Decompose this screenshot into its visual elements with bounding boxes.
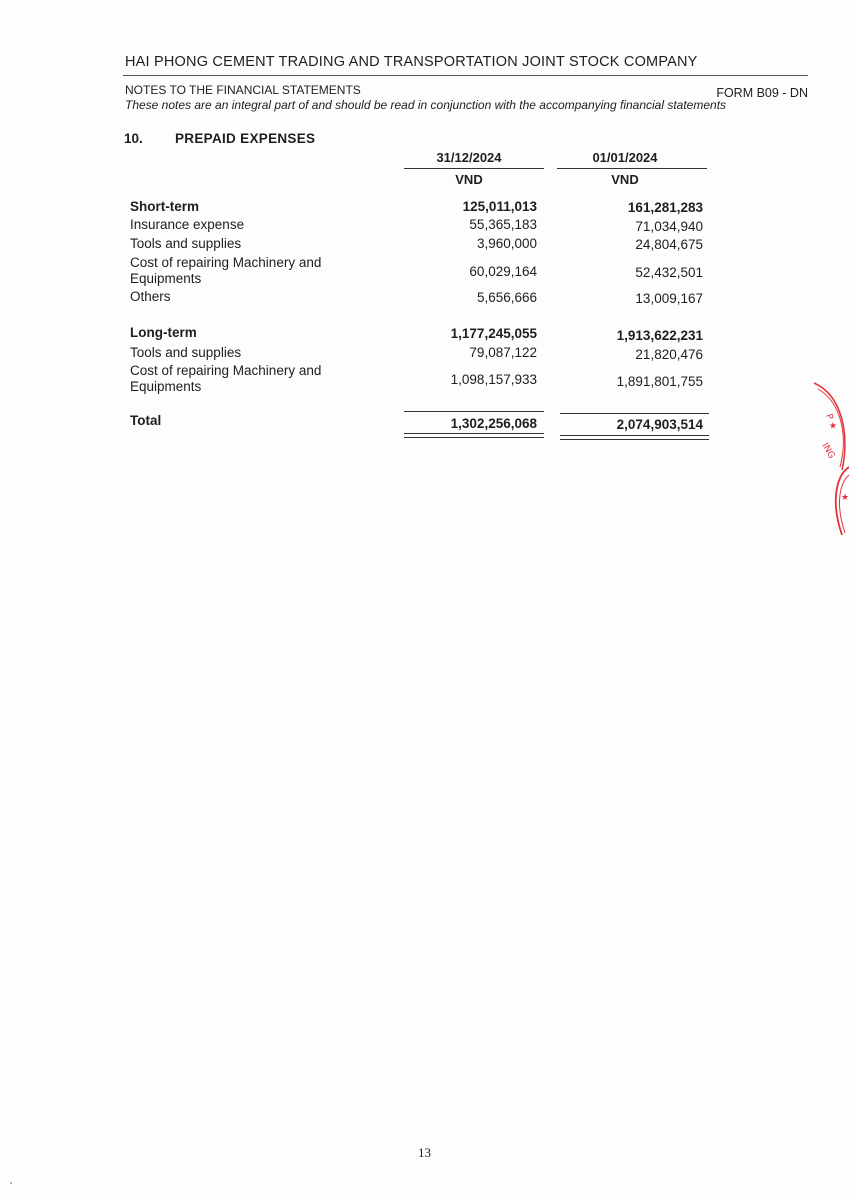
value-short-term-2024-01-01: 161,281,283	[627, 200, 703, 215]
scan-speck	[10, 1182, 12, 1184]
company-seal	[812, 375, 849, 545]
svg-text:ING: ING	[819, 441, 837, 461]
total-top-rule-2	[560, 413, 709, 414]
column-unit-1: VND	[455, 172, 483, 187]
row-label-short-term: Short-term	[130, 199, 200, 214]
column-date-2: 01/01/2024	[592, 150, 658, 165]
value-st-repair-2024-01-01: 52,432,501	[635, 265, 703, 280]
column-date-1: 31/12/2024	[436, 150, 502, 165]
page-number: 13	[418, 1145, 431, 1160]
value-lt-repair-2024-12-31: 1,098,157,933	[450, 372, 537, 387]
value-long-term-2024-12-31: 1,177,245,055	[450, 326, 537, 341]
company-name: HAI PHONG CEMENT TRADING AND TRANSPORTATION JOINT STOCK COMPANY	[125, 54, 698, 70]
column-rule-1	[404, 168, 544, 169]
row-label-total: Total	[130, 413, 162, 428]
value-st-repair-2024-12-31: 60,029,164	[469, 264, 537, 279]
column-unit-2: VND	[611, 172, 639, 187]
row-label-lt-repair: Cost of repairing Machinery and Equipments	[130, 363, 322, 394]
value-st-others-2024-01-01: 13,009,167	[635, 291, 703, 306]
value-lt-tools-2024-12-31: 79,087,122	[469, 345, 537, 360]
row-label-st-tools: Tools and supplies	[130, 236, 242, 251]
svg-text:P ★: P ★	[823, 412, 839, 432]
value-total-2024-12-31: 1,302,256,068	[450, 416, 537, 431]
value-st-others-2024-12-31: 5,656,666	[476, 290, 537, 305]
value-lt-tools-2024-01-01: 21,820,476	[635, 347, 703, 362]
row-label-long-term: Long-term	[130, 325, 197, 340]
total-double-rule-2	[560, 435, 709, 440]
total-double-rule-1	[404, 433, 544, 438]
value-lt-repair-2024-01-01: 1,891,801,755	[616, 374, 703, 389]
row-label-lt-tools: Tools and supplies	[130, 345, 242, 360]
row-label-insurance: Insurance expense	[130, 217, 245, 232]
section-title: PREPAID EXPENSES	[175, 131, 316, 146]
value-st-tools-2024-01-01: 24,804,675	[635, 237, 703, 252]
value-total-2024-01-01: 2,074,903,514	[616, 417, 703, 432]
form-code: FORM B09 - DN	[716, 86, 808, 100]
total-top-rule-1	[404, 411, 544, 412]
value-st-tools-2024-12-31: 3,960,000	[476, 236, 537, 251]
row-label-st-repair: Cost of repairing Machinery and Equipments	[130, 255, 322, 286]
header-divider	[123, 75, 808, 76]
notes-title: NOTES TO THE FINANCIAL STATEMENTS	[125, 83, 361, 97]
row-label-st-others: Others	[130, 289, 171, 304]
value-short-term-2024-12-31: 125,011,013	[462, 199, 537, 214]
value-insurance-2024-12-31: 55,365,183	[469, 217, 537, 232]
value-long-term-2024-01-01: 1,913,622,231	[616, 328, 703, 343]
value-insurance-2024-01-01: 71,034,940	[635, 219, 703, 234]
section-number: 10.	[124, 131, 143, 146]
svg-text:★: ★	[841, 493, 849, 503]
column-rule-2	[557, 168, 707, 169]
integral-note: These notes are an integral part of and should be read in conjunction with the accompanying financial statements	[125, 98, 727, 112]
